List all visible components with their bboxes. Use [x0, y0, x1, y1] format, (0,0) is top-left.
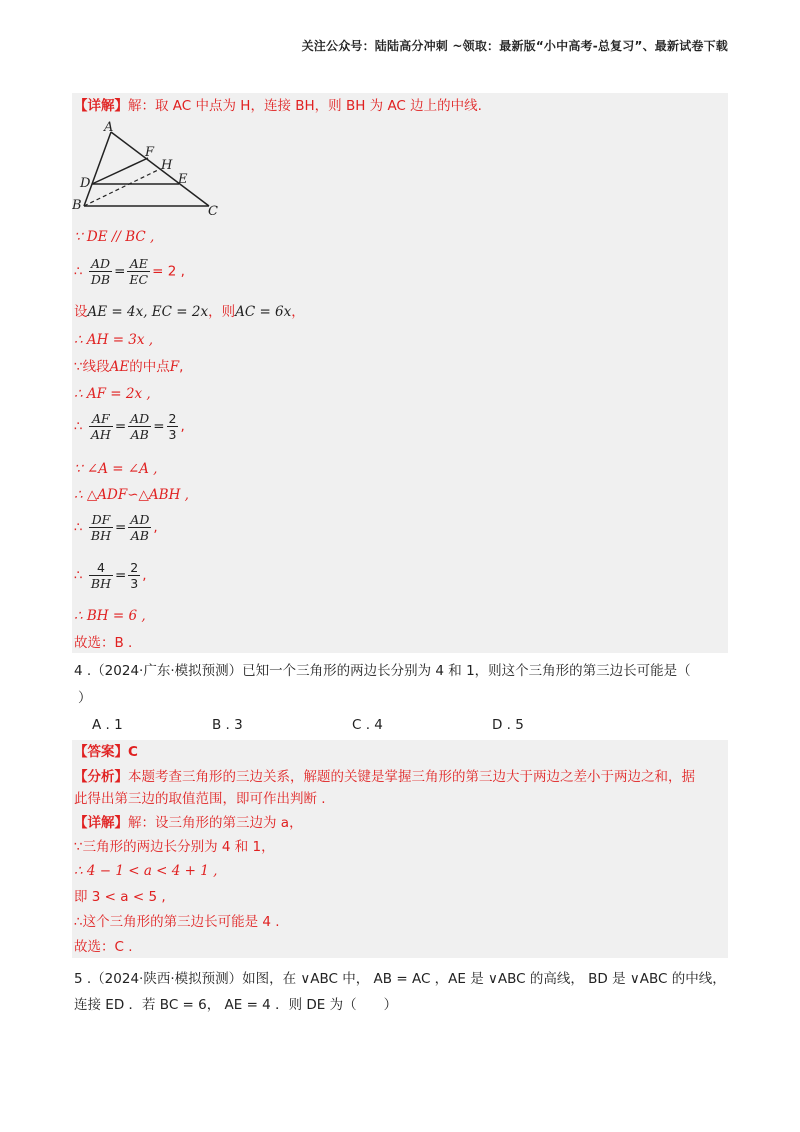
q4-analysis-line2: 此得出第三边的取值范围，即可作出判断 . [74, 791, 326, 807]
q4-stem-line2: ） [78, 690, 92, 706]
fraction: $\frac{2}{3}$ [168, 411, 177, 442]
q4-step-5: 故选：C . [74, 939, 133, 955]
q3-step-11: ∴ $\frac{4}{BH}$ = $\frac{2}{3}$ , [74, 560, 147, 591]
label-H: H [161, 158, 173, 173]
q5-stem-line1: 5 .（2024·陕西·模拟预测）如图，在 ∨ABC 中， AB = AC ，AE 是 ∨ABC 的高线， BD 是 ∨ABC 的中线， [74, 971, 726, 987]
q4-option-d[interactable]: D . 5 [492, 717, 524, 733]
q3-step-2: ∴ $\frac{AD}{DB}$ = $\frac{AE}{EC}$ = 2 , [74, 256, 185, 287]
q3-step-13: 故选：B . [74, 635, 133, 651]
q3-step-1: ∵ DE // BC , [74, 229, 155, 245]
q3-step-6: ∴ AF = 2x , [74, 386, 151, 402]
q4-step-2: ∴ 4 − 1 < a < 4 + 1 , [74, 863, 218, 879]
q3-detail-line [74, 97, 482, 115]
q3-step-3: 设AE = 4x, EC = 2x，则AC = 6x， [74, 304, 305, 320]
q5-stem-line2: 连接 ED ．若 BC = 6， AE = 4 ．则 DE 为（ ） [74, 997, 398, 1013]
q3-step-9: ∴ △ADF∽△ABH , [74, 487, 189, 503]
q4-option-c[interactable]: C . 4 [352, 717, 383, 733]
q4-step-1: ∵三角形的两边长分别为 4 和 1， [74, 839, 275, 855]
fraction: $\frac{AD}{DB}$ [90, 256, 111, 287]
page-header: 关注公众号：陆陆高分冲刺 ~领取：最新版“小中高考-总复习”、最新试卷下载 [301, 39, 728, 53]
q4-analysis-line1: 【分析】本题考查三角形的三边关系，解题的关键是掌握三角形的第三边大于两边之差小于两边之和，据 [74, 769, 695, 785]
line-AB [84, 132, 111, 206]
q4-detail-line: 【详解】解：设三角形的第三边为 a， [74, 815, 303, 831]
fraction: $\frac{4}{BH}$ [90, 560, 111, 591]
fraction: $\frac{AD}{AB}$ [130, 512, 150, 543]
fraction: $\frac{AF}{AH}$ [90, 411, 111, 442]
q4-option-b[interactable]: B . 3 [212, 717, 243, 733]
q4-answer-line: 【答案】C [74, 744, 138, 760]
q4-step-3: 即 3 < a < 5 , [74, 889, 166, 905]
label-E: E [178, 172, 188, 187]
label-B: B [72, 198, 82, 213]
label-F: F [145, 145, 155, 160]
q4-stem-line1: 4 .（2024·广东·模拟预测）已知一个三角形的两边长分别为 4 和 1，则这个三角形的第三边长可能是（ [74, 663, 691, 679]
q3-detail-text: 解：取 AC 中点为 H，连接 BH，则 BH 为 AC 边上的中线. [128, 98, 482, 114]
q4-step-4: ∴这个三角形的第三边长可能是 4 . [74, 914, 280, 930]
q3-step-10: ∴ $\frac{DF}{BH}$ = $\frac{AD}{AB}$ , [74, 512, 158, 543]
q3-step-7: ∴ $\frac{AF}{AH}$ = $\frac{AD}{AB}$ = $\frac{2}{3}$ , [74, 411, 185, 442]
q3-step-8: ∵ ∠A = ∠A , [74, 461, 158, 477]
fraction: $\frac{AD}{AB}$ [130, 411, 150, 442]
q3-step-5: ∵线段AE的中点F, [74, 359, 184, 375]
q4-option-a[interactable]: A . 1 [92, 717, 123, 733]
label-A: A [104, 120, 114, 135]
fraction: $\frac{DF}{BH}$ [90, 512, 111, 543]
fraction: $\frac{2}{3}$ [130, 560, 139, 591]
label-D: D [80, 176, 91, 191]
q3-triangle-figure [72, 120, 222, 218]
q4-answer: C [128, 744, 138, 760]
label-C: C [208, 204, 218, 218]
q3-step-12: ∴ BH = 6 , [74, 608, 146, 624]
q3-detail-tag: 【详解】 [74, 98, 128, 114]
q3-step-4: ∴ AH = 3x , [74, 332, 154, 348]
fraction: $\frac{AE}{EC}$ [129, 256, 149, 287]
